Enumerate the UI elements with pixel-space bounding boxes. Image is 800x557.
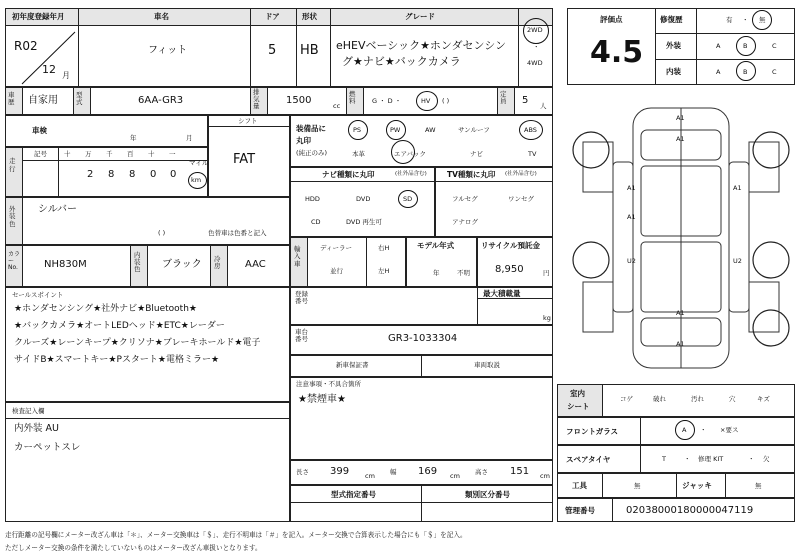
spare-kit: 修理 KIT xyxy=(698,455,724,463)
inspection-label: 車検 xyxy=(32,126,47,135)
aircon-value: AAC xyxy=(245,259,266,270)
body-shape-value: HB xyxy=(300,43,319,58)
inspector-label: 検査記入欄 xyxy=(12,407,45,415)
sales-line-4: サイドB★スマートキー★Pスタート★電格ミラー★ xyxy=(14,355,220,365)
grade-line-1: eHEVベーシック★ホンダセンシン xyxy=(336,39,506,52)
inspector-line-2: カーペットスレ xyxy=(14,442,81,453)
equipment-label-3: (純正のみ) xyxy=(296,149,328,157)
model-year-year: 年 xyxy=(433,269,440,277)
odo-unit-1: 一 xyxy=(169,150,176,158)
tv-analog: アナログ xyxy=(452,218,478,226)
inspector-frame xyxy=(5,402,290,522)
inspection-month: 月 xyxy=(186,134,193,142)
navi-dvd-play: DVD 再生可 xyxy=(346,218,382,226)
navi-sd: SD xyxy=(403,195,413,203)
spare-missing: 欠 xyxy=(763,455,770,463)
odo-digit-100: 8 xyxy=(129,169,136,180)
capacity-value: 5 xyxy=(522,95,529,106)
damage-left-mid: A1 xyxy=(627,213,636,221)
equip-pw: PW xyxy=(390,126,401,134)
damage-rear-bottom: A1 xyxy=(676,340,685,348)
odo-mile: マイル xyxy=(189,159,209,167)
int-c: C xyxy=(772,68,777,76)
tools-label: 工具 xyxy=(572,481,587,490)
odometer-kigo-label: 記号 xyxy=(34,150,47,158)
width-label: 幅 xyxy=(390,468,397,476)
capacity-label: 定員 xyxy=(500,90,507,106)
navi-label-small: (社外品含む) xyxy=(395,171,427,177)
repair-history-label: 修復歴 xyxy=(660,15,683,24)
color-no-label: カラーNo. xyxy=(8,251,21,272)
room-scratch: キズ xyxy=(757,395,770,403)
equip-navi: ナビ xyxy=(470,150,483,158)
door-header: ドア xyxy=(265,12,280,21)
displacement-label: 排気量 xyxy=(253,88,260,110)
tv-oneseg: ワンセグ xyxy=(508,195,534,203)
registration-label: 登録番号 xyxy=(295,290,308,306)
damage-right-front: A1 xyxy=(733,184,742,192)
aircon-label: 冷房 xyxy=(214,255,221,271)
damage-left-front: A1 xyxy=(627,184,636,192)
glass-replace: ×要ス xyxy=(720,426,739,434)
model-year-unknown: 不明 xyxy=(457,269,470,277)
recycle-unit: 円 xyxy=(543,269,550,277)
displacement-value: 1500 xyxy=(286,95,312,106)
seat-label: シート xyxy=(567,402,590,411)
height-label: 高さ xyxy=(475,468,488,476)
color-no-value: NH830M xyxy=(44,259,87,270)
tools-value: 無 xyxy=(634,482,641,490)
car-name-header: 車名 xyxy=(154,12,169,21)
first-reg-month: 12 xyxy=(42,63,56,76)
usage-label: 車歴 xyxy=(8,91,15,107)
inspector-line-1: 内外装 AU xyxy=(14,423,59,434)
model-code-label: 型式 xyxy=(76,91,83,107)
room-burn: コゲ xyxy=(620,395,633,403)
mgmt-no-label: 管理番号 xyxy=(565,506,595,515)
front-glass-label: フロントガラス xyxy=(566,427,619,436)
int-a: A xyxy=(716,68,721,76)
footer-note-2: ただしメーター交換の条件を満たしていないものはメーター改ざん車扱いとなります。 xyxy=(5,544,262,552)
shape-header: 形状 xyxy=(302,12,317,21)
damage-bumper-front: A1 xyxy=(676,135,685,143)
equipment-label-1: 装備品に xyxy=(296,124,326,133)
room-label: 室内 xyxy=(570,389,585,398)
glass-dot: ・ xyxy=(700,426,707,434)
odo-digit-1k: 8 xyxy=(108,169,115,180)
damage-rear-bumper: A1 xyxy=(676,309,685,317)
exterior-color-value: シルバー xyxy=(38,204,78,215)
drive-4wd: 4WD xyxy=(527,59,543,67)
ext-b: B xyxy=(743,42,748,50)
odo-digit-1: 0 xyxy=(170,169,177,180)
grade-line-2: グ★ナビ★バックカメラ xyxy=(342,55,461,68)
import-rh: 右H xyxy=(378,244,390,252)
odo-unit-10: 十 xyxy=(148,150,155,158)
first-reg-month-unit: 月 xyxy=(62,71,70,80)
max-load-label: 最大積載量 xyxy=(483,289,521,298)
notes-frame xyxy=(290,377,553,460)
interior-grade-label: 内装 xyxy=(666,67,681,76)
navi-dvd: DVD xyxy=(356,195,371,203)
damage-right-rear: U2 xyxy=(733,257,742,265)
sales-line-1: ★ホンダセンシング★社外ナビ★Bluetooth★ xyxy=(14,304,197,314)
equip-sunroof: サンルーフ xyxy=(458,126,490,134)
type-cert-label: 型式指定番号 xyxy=(331,490,376,499)
mgmt-no-value: 02038000180000047119 xyxy=(626,505,754,516)
grade-header: グレード xyxy=(405,12,435,21)
sales-line-2: ★バックカメラ★オートLEDヘッド★ETC★レーダー xyxy=(14,321,225,331)
score-value: 4.5 xyxy=(590,35,644,70)
navi-hdd: HDD xyxy=(305,195,320,203)
tv-label-small: (社外品含む) xyxy=(505,171,537,177)
first-reg-era: R02 xyxy=(14,39,38,53)
exterior-color-note: 色替車は色番と記入 xyxy=(208,229,267,237)
drive-2wd: 2WD xyxy=(527,26,543,34)
chassis-value: GR3-1033304 xyxy=(388,333,458,344)
height-value: 151 xyxy=(510,466,530,477)
recycle-value: 8,950 xyxy=(495,264,524,275)
room-stain: 汚れ xyxy=(691,395,704,403)
exterior-color-paren: ( ) xyxy=(158,229,166,237)
first-reg-header: 初年度登録年月 xyxy=(12,12,65,21)
capacity-unit: 人 xyxy=(540,102,547,110)
sales-points-label: セールスポイント xyxy=(12,291,64,299)
fuel-options: G ・ D ・ xyxy=(372,97,402,105)
navi-label: ナビ種類に丸印 xyxy=(322,170,375,179)
spare-t: T xyxy=(662,455,666,463)
footer-note-1: 走行距離の記号欄にメーター改ざん車は「＊」、メーター交換車は「＄」、走行不明車は「＃」を記入。メーター交換で合算表示した場合にも「＄」を記入。 xyxy=(5,531,467,539)
odo-unit-10k: 万 xyxy=(85,150,92,158)
room-tear: 破れ xyxy=(653,395,666,403)
length-label: 長さ xyxy=(296,468,309,476)
odo-unit-10m: 十 xyxy=(64,150,71,158)
jack-value: 無 xyxy=(755,482,762,490)
equip-abs: ABS xyxy=(524,126,537,134)
glass-a: A xyxy=(682,426,687,434)
notes-value: ★禁煙車★ xyxy=(298,394,346,405)
exterior-grade-label: 外装 xyxy=(666,41,681,50)
ext-c: C xyxy=(772,42,777,50)
tv-fullseg: フルセグ xyxy=(452,195,478,203)
equip-ps: PS xyxy=(353,126,362,134)
fuel-hv: HV xyxy=(421,97,431,105)
fuel-other-paren: ( ) xyxy=(442,97,450,105)
import-label: 輸入車 xyxy=(294,245,301,268)
door-count-value: 5 xyxy=(268,43,277,58)
equipment-label-2: 丸印 xyxy=(296,136,311,145)
odometer-label: 走行 xyxy=(9,157,16,173)
chassis-label: 車台番号 xyxy=(295,328,308,344)
odo-digit-10: 0 xyxy=(150,169,157,180)
import-parallel: 並行 xyxy=(330,267,343,275)
odo-unit-100: 百 xyxy=(127,150,134,158)
repair-dot: ・ xyxy=(742,16,749,24)
usage-value: 自家用 xyxy=(28,95,58,106)
equip-tv: TV xyxy=(528,150,537,158)
max-load-unit: kg xyxy=(543,314,551,322)
room-hole: 穴 xyxy=(729,395,736,403)
fuel-label: 燃料 xyxy=(349,90,356,106)
shift-label: シフト xyxy=(238,117,258,125)
odo-unit-1k: 千 xyxy=(106,150,113,158)
equipment-frame xyxy=(290,115,553,167)
drive-dot: ・ xyxy=(533,43,540,51)
damage-left-rear: U2 xyxy=(627,257,636,265)
repair-no: 無 xyxy=(759,16,766,24)
length-unit: cm xyxy=(365,472,375,480)
model-code-value: 6AA-GR3 xyxy=(138,95,184,106)
equip-leather: 本革 xyxy=(352,150,365,158)
shift-value: FAT xyxy=(233,152,256,167)
tv-label: TV種類に丸印 xyxy=(447,170,496,179)
width-unit: cm xyxy=(450,472,460,480)
odo-km: km xyxy=(191,176,202,184)
inspection-year: 年 xyxy=(130,134,137,142)
score-label: 評価点 xyxy=(600,15,623,24)
recycle-label: リサイクル預託金 xyxy=(481,241,540,250)
length-value: 399 xyxy=(330,466,350,477)
equip-aw: AW xyxy=(425,126,436,134)
car-name-value: フィット xyxy=(148,45,188,56)
spare-tire-label: スペアタイヤ xyxy=(566,455,611,464)
category-label: 類別区分番号 xyxy=(465,490,510,499)
odo-digit-10k: 2 xyxy=(87,169,94,180)
model-year-label: モデル年式 xyxy=(417,241,455,250)
ext-a: A xyxy=(716,42,721,50)
int-b: B xyxy=(743,68,748,76)
navi-cd: CD xyxy=(311,218,321,226)
exterior-color-label: 外装色 xyxy=(9,205,16,228)
new-car-warranty: 新車保証書 xyxy=(336,361,369,369)
import-lh: 左H xyxy=(378,267,390,275)
notes-label: 注意事項・不具合箇所 xyxy=(296,380,361,388)
owner-manual: 車両取説 xyxy=(474,361,500,369)
damage-front-top: A1 xyxy=(676,114,685,122)
import-dealer: ディーラー xyxy=(320,244,352,252)
spare-dot-2: ・ xyxy=(748,455,755,463)
width-value: 169 xyxy=(418,466,438,477)
interior-color-label: 内装色 xyxy=(134,251,141,274)
height-unit: cm xyxy=(540,472,550,480)
interior-color-value: ブラック xyxy=(162,259,202,270)
spare-dot-1: ・ xyxy=(684,455,691,463)
equip-airbag: エアバック xyxy=(394,150,426,158)
repair-yes: 有 xyxy=(726,16,733,24)
sales-line-3: クルーズ★レーンキープ★クリソナ★ブレーキホールド★電子 xyxy=(14,338,261,348)
jack-label: ジャッキ xyxy=(682,481,712,490)
displacement-unit: cc xyxy=(333,102,341,110)
